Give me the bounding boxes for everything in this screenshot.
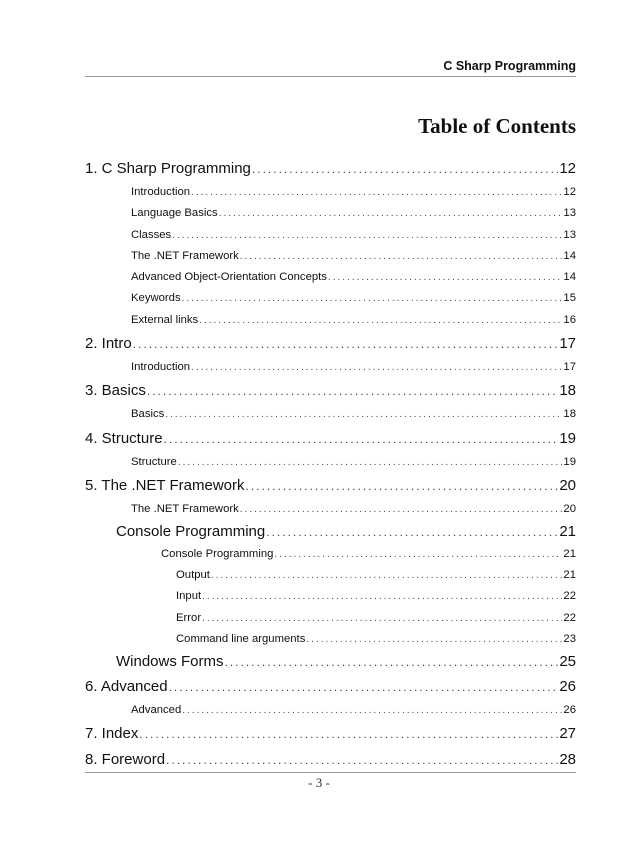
toc-entry-label: Windows Forms: [116, 653, 224, 671]
toc-dot-leader: [182, 288, 563, 309]
header-rule: [85, 76, 576, 77]
toc-dot-leader: [211, 565, 563, 586]
toc-dot-leader: [191, 357, 562, 378]
toc-entry-label: Error: [176, 611, 202, 624]
toc-entry-page-number: 19: [559, 429, 576, 447]
toc-entry-label: Input: [176, 590, 202, 603]
toc-entry-label: The .NET Framework: [131, 249, 239, 262]
toc-dot-leader: [133, 331, 559, 357]
toc-dot-leader: [252, 156, 558, 182]
toc-entry-label: Introduction: [131, 186, 191, 198]
toc-entry[interactable]: [85, 156, 576, 182]
toc-entry-page-number: 14: [563, 249, 576, 262]
toc-dot-leader: [178, 452, 563, 473]
footer-rule: [85, 772, 576, 773]
toc-entry-label: 8. Foreword: [85, 751, 166, 769]
toc-dot-leader: [246, 473, 559, 499]
toc-dot-leader: [191, 182, 562, 203]
toc-dot-leader: [166, 747, 558, 773]
toc-dot-leader: [225, 651, 559, 675]
toc-entry-page-number: 19: [563, 455, 576, 468]
toc-dot-leader: [202, 608, 562, 629]
toc-entry-page-number: 13: [563, 207, 576, 220]
toc-entry[interactable]: [85, 544, 576, 565]
toc-entry[interactable]: [85, 404, 576, 425]
toc-entry-label: 3. Basics: [85, 382, 146, 400]
toc-entry[interactable]: [85, 700, 576, 721]
toc-entry-label: Advanced Object-Orientation Concepts: [131, 271, 327, 284]
toc-entry-page-number: 22: [563, 611, 576, 624]
toc-entry[interactable]: [85, 203, 576, 224]
toc-entry-page-number: 21: [559, 523, 576, 541]
toc-entry-page-number: 21: [563, 547, 576, 560]
toc-dot-leader: [240, 499, 563, 520]
toc-dot-leader: [202, 586, 562, 607]
toc-entry-label: 2. Intro: [85, 335, 132, 353]
toc-entry-label: Command line arguments: [176, 632, 306, 645]
toc-entry-page-number: 17: [559, 335, 576, 353]
toc-entry-label: Basics: [131, 408, 165, 421]
running-header-title: C Sharp Programming: [443, 59, 576, 73]
toc-entry-page-number: 12: [563, 186, 576, 198]
toc-entry-page-number: 18: [563, 408, 576, 421]
toc-dot-leader: [240, 246, 563, 267]
toc-entry[interactable]: [85, 246, 576, 267]
toc-dot-leader: [219, 203, 563, 224]
toc-entry[interactable]: [85, 629, 576, 650]
toc-entry[interactable]: [85, 357, 576, 378]
toc-entry-label: Classes: [131, 228, 172, 241]
page-number: - 3 -: [308, 775, 330, 790]
toc-entry[interactable]: [85, 721, 576, 747]
toc-dot-leader: [147, 378, 558, 404]
toc-entry[interactable]: [85, 267, 576, 288]
toc-entry-page-number: 12: [559, 160, 576, 177]
toc-entry[interactable]: [85, 674, 576, 700]
toc-entry[interactable]: [85, 310, 576, 331]
toc-entry-page-number: 17: [563, 361, 576, 374]
toc-entry-label: Structure: [131, 455, 177, 468]
toc-entry[interactable]: [85, 650, 576, 674]
toc-entry-label: Output: [176, 569, 210, 582]
toc-entry-page-number: 23: [563, 632, 576, 645]
toc-entry-page-number: 21: [563, 569, 576, 582]
toc-entry-label: 4. Structure: [85, 429, 163, 447]
toc-entry-page-number: 26: [559, 677, 576, 695]
toc-entry-page-number: 18: [559, 382, 576, 400]
toc-entry-label: The .NET Framework: [131, 502, 239, 515]
toc-dot-leader: [164, 426, 559, 452]
toc-entry[interactable]: [85, 182, 576, 203]
toc-title: Table of Contents: [418, 114, 576, 138]
toc-dot-leader: [172, 225, 562, 246]
toc-entry[interactable]: [85, 288, 576, 309]
toc-entry-page-number: 14: [563, 271, 576, 284]
toc-entry[interactable]: [85, 520, 576, 544]
toc-entry-page-number: 28: [559, 751, 576, 769]
toc-entry-page-number: 25: [559, 653, 576, 671]
toc-entry-label: External links: [131, 313, 199, 326]
toc-entry-label: Language Basics: [131, 207, 218, 220]
toc-list: [85, 156, 576, 773]
toc-entry[interactable]: [85, 499, 576, 520]
toc-entry-label: Console Programming: [116, 523, 266, 541]
toc-entry-label: Introduction: [131, 361, 191, 374]
toc-entry-label: Console Programming: [161, 547, 274, 560]
toc-entry-page-number: 15: [563, 292, 576, 305]
toc-entry-label: 1. C Sharp Programming: [85, 160, 251, 177]
toc-entry-page-number: 16: [563, 313, 576, 326]
toc-entry-label: Advanced: [131, 703, 182, 716]
toc-dot-leader: [199, 310, 562, 331]
toc-entry-label: 6. Advanced: [85, 677, 168, 695]
toc-entry[interactable]: [85, 608, 576, 629]
toc-dot-leader: [139, 721, 558, 747]
toc-entry[interactable]: [85, 747, 576, 773]
toc-dot-leader: [274, 544, 562, 565]
toc-dot-leader: [306, 629, 562, 650]
toc-entry-page-number: 20: [563, 502, 576, 515]
toc-entry[interactable]: [85, 473, 576, 499]
toc-dot-leader: [266, 521, 558, 545]
toc-entry-label: Keywords: [131, 292, 181, 305]
toc-entry-page-number: 22: [563, 590, 576, 603]
toc-entry-page-number: 20: [559, 476, 576, 494]
toc-dot-leader: [182, 700, 562, 721]
toc-dot-leader: [328, 267, 563, 288]
toc-dot-leader: [165, 404, 562, 425]
toc-entry[interactable]: [85, 378, 576, 404]
toc-entry[interactable]: [85, 452, 576, 473]
toc-entry-label: 5. The .NET Framework: [85, 476, 245, 494]
toc-entry-page-number: 27: [559, 725, 576, 743]
toc-entry[interactable]: [85, 225, 576, 246]
toc-entry[interactable]: [85, 331, 576, 357]
toc-entry[interactable]: [85, 586, 576, 607]
toc-entry[interactable]: [85, 426, 576, 452]
toc-entry[interactable]: [85, 565, 576, 586]
toc-entry-page-number: 26: [563, 703, 576, 716]
toc-entry-page-number: 13: [563, 228, 576, 241]
toc-entry-label: 7. Index: [85, 725, 139, 743]
toc-dot-leader: [169, 674, 559, 700]
